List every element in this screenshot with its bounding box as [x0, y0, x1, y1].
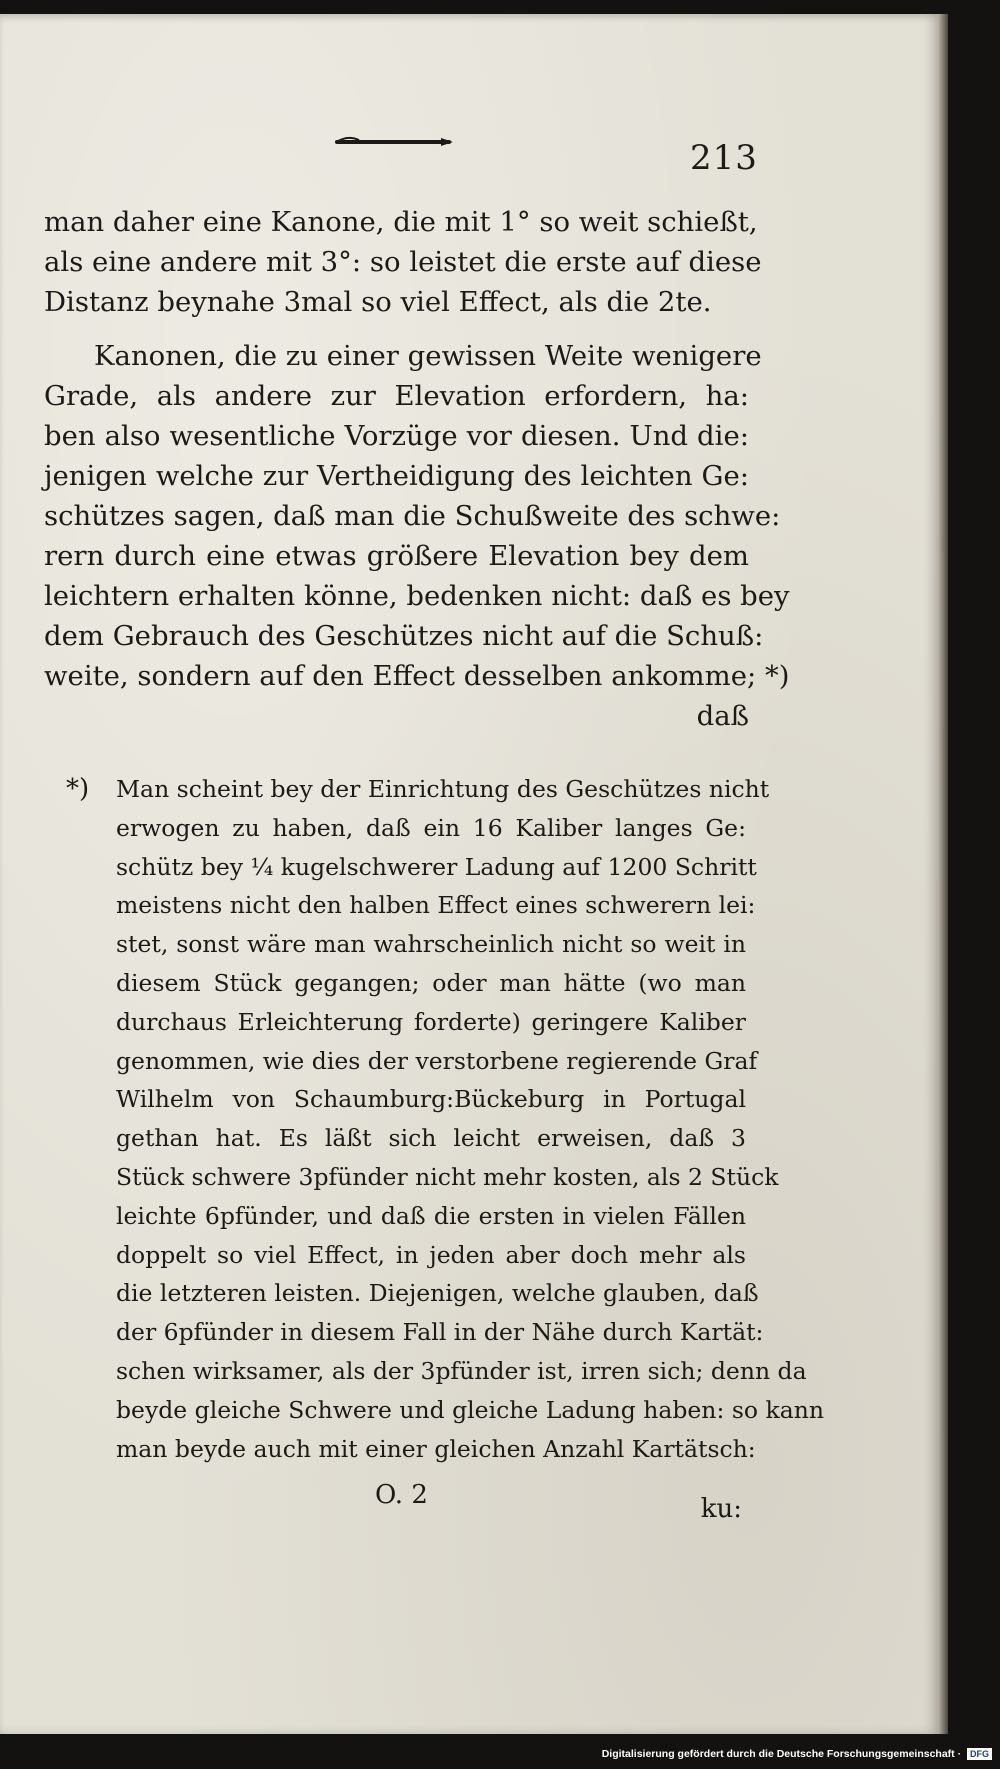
catchword: ku: — [700, 1494, 742, 1524]
footnote-line: die letzteren leisten. Diejenigen, welche glauben, daß — [116, 1279, 759, 1308]
footnote-line: gethan hat. Es läßt sich leicht erweisen, daß 3 — [116, 1124, 746, 1153]
footnote-line: Stück schwere 3pfünder nicht mehr kosten, als 2 Stück — [116, 1162, 779, 1191]
page-edge — [938, 14, 948, 1734]
footnote-line: der 6pfünder in diesem Fall in der Nähe durch Kartät: — [116, 1318, 764, 1347]
dfg-logo-icon: DFG — [967, 1748, 992, 1760]
text-line: schützes sagen, daß man die Schußweite des schwe: — [44, 500, 781, 532]
footnote — [66, 770, 825, 1468]
main-text — [44, 202, 790, 736]
footnote-line: stet, sonst wäre man wahrscheinlich nicht so weit in — [116, 930, 746, 959]
footnote-marker: *) — [66, 774, 90, 804]
footnote-line: leichte 6pfünder, und daß die ersten in vielen Fällen — [116, 1201, 746, 1230]
footnote-line: erwogen zu haben, daß ein 16 Kaliber langes Ge: — [116, 813, 746, 842]
footnote-line: Man scheint bey der Einrichtung des Geschützes nicht — [116, 775, 770, 803]
text-line: jenigen welche zur Vertheidigung des leichten Ge: — [44, 460, 749, 492]
footnote-line: doppelt so viel Effect, in jeden aber doch mehr als — [116, 1240, 746, 1269]
footnote-line: durchaus Erleichterung forderte) geringere Kaliber — [116, 1007, 746, 1036]
footnote-line: man beyde auch mit einer gleichen Anzahl Kartätsch: — [116, 1434, 756, 1463]
printer-signature: O. 2 — [375, 1480, 428, 1510]
text-line: man daher eine Kanone, die mit 1° so weit schießt, — [44, 206, 758, 238]
page-number: 213 — [690, 138, 758, 178]
footnote-line: beyde gleiche Schwere und gleiche Ladung haben: so kann — [116, 1395, 825, 1424]
text-line: Distanz beynahe 3mal so viel Effect, als die 2te. — [44, 286, 712, 318]
text-line: leichtern erhalten könne, bedenken nicht: daß es bey — [44, 580, 790, 612]
text-line: Kanonen, die zu einer gewissen Weite wenigere — [94, 340, 762, 372]
footnote-line: Wilhelm von Schaumburg:Bückeburg in Portugal — [116, 1085, 746, 1114]
text-line: dem Gebrauch des Geschützes nicht auf die Schuß: — [44, 620, 764, 652]
footnote-line: meistens nicht den halben Effect eines schwerern lei: — [116, 891, 756, 920]
footnote-line: genommen, wie dies der verstorbene regierende Graf — [116, 1046, 758, 1075]
text-line: rern durch eine etwas größere Elevation bey dem — [44, 540, 749, 572]
credit-text: Digitalisierung gefördert durch die Deutsche Forschungsgemeinschaft · — [601, 1748, 962, 1760]
footnote-line: schen wirksamer, als der 3pfünder ist, irren sich; denn da — [116, 1356, 807, 1385]
text-line: Grade, als andere zur Elevation erfordern, ha: — [44, 380, 749, 412]
footnote-line: schütz bey ¼ kugelschwerer Ladung auf 1200 Schritt — [116, 852, 757, 881]
text-line: als eine andere mit 3°: so leistet die erste auf diese — [44, 246, 762, 278]
digitization-credit — [560, 1748, 992, 1760]
catch-line: daß — [696, 700, 749, 732]
text-line: ben also wesentliche Vorzüge vor diesen. Und die: — [44, 420, 749, 452]
ornament-right-flourish — [441, 138, 453, 146]
header-ornament — [333, 132, 458, 152]
text-line: weite, sondern auf den Effect desselben ankomme; *) — [44, 660, 790, 692]
footnote-line: diesem Stück gegangen; oder man hätte (wo man — [116, 968, 746, 997]
